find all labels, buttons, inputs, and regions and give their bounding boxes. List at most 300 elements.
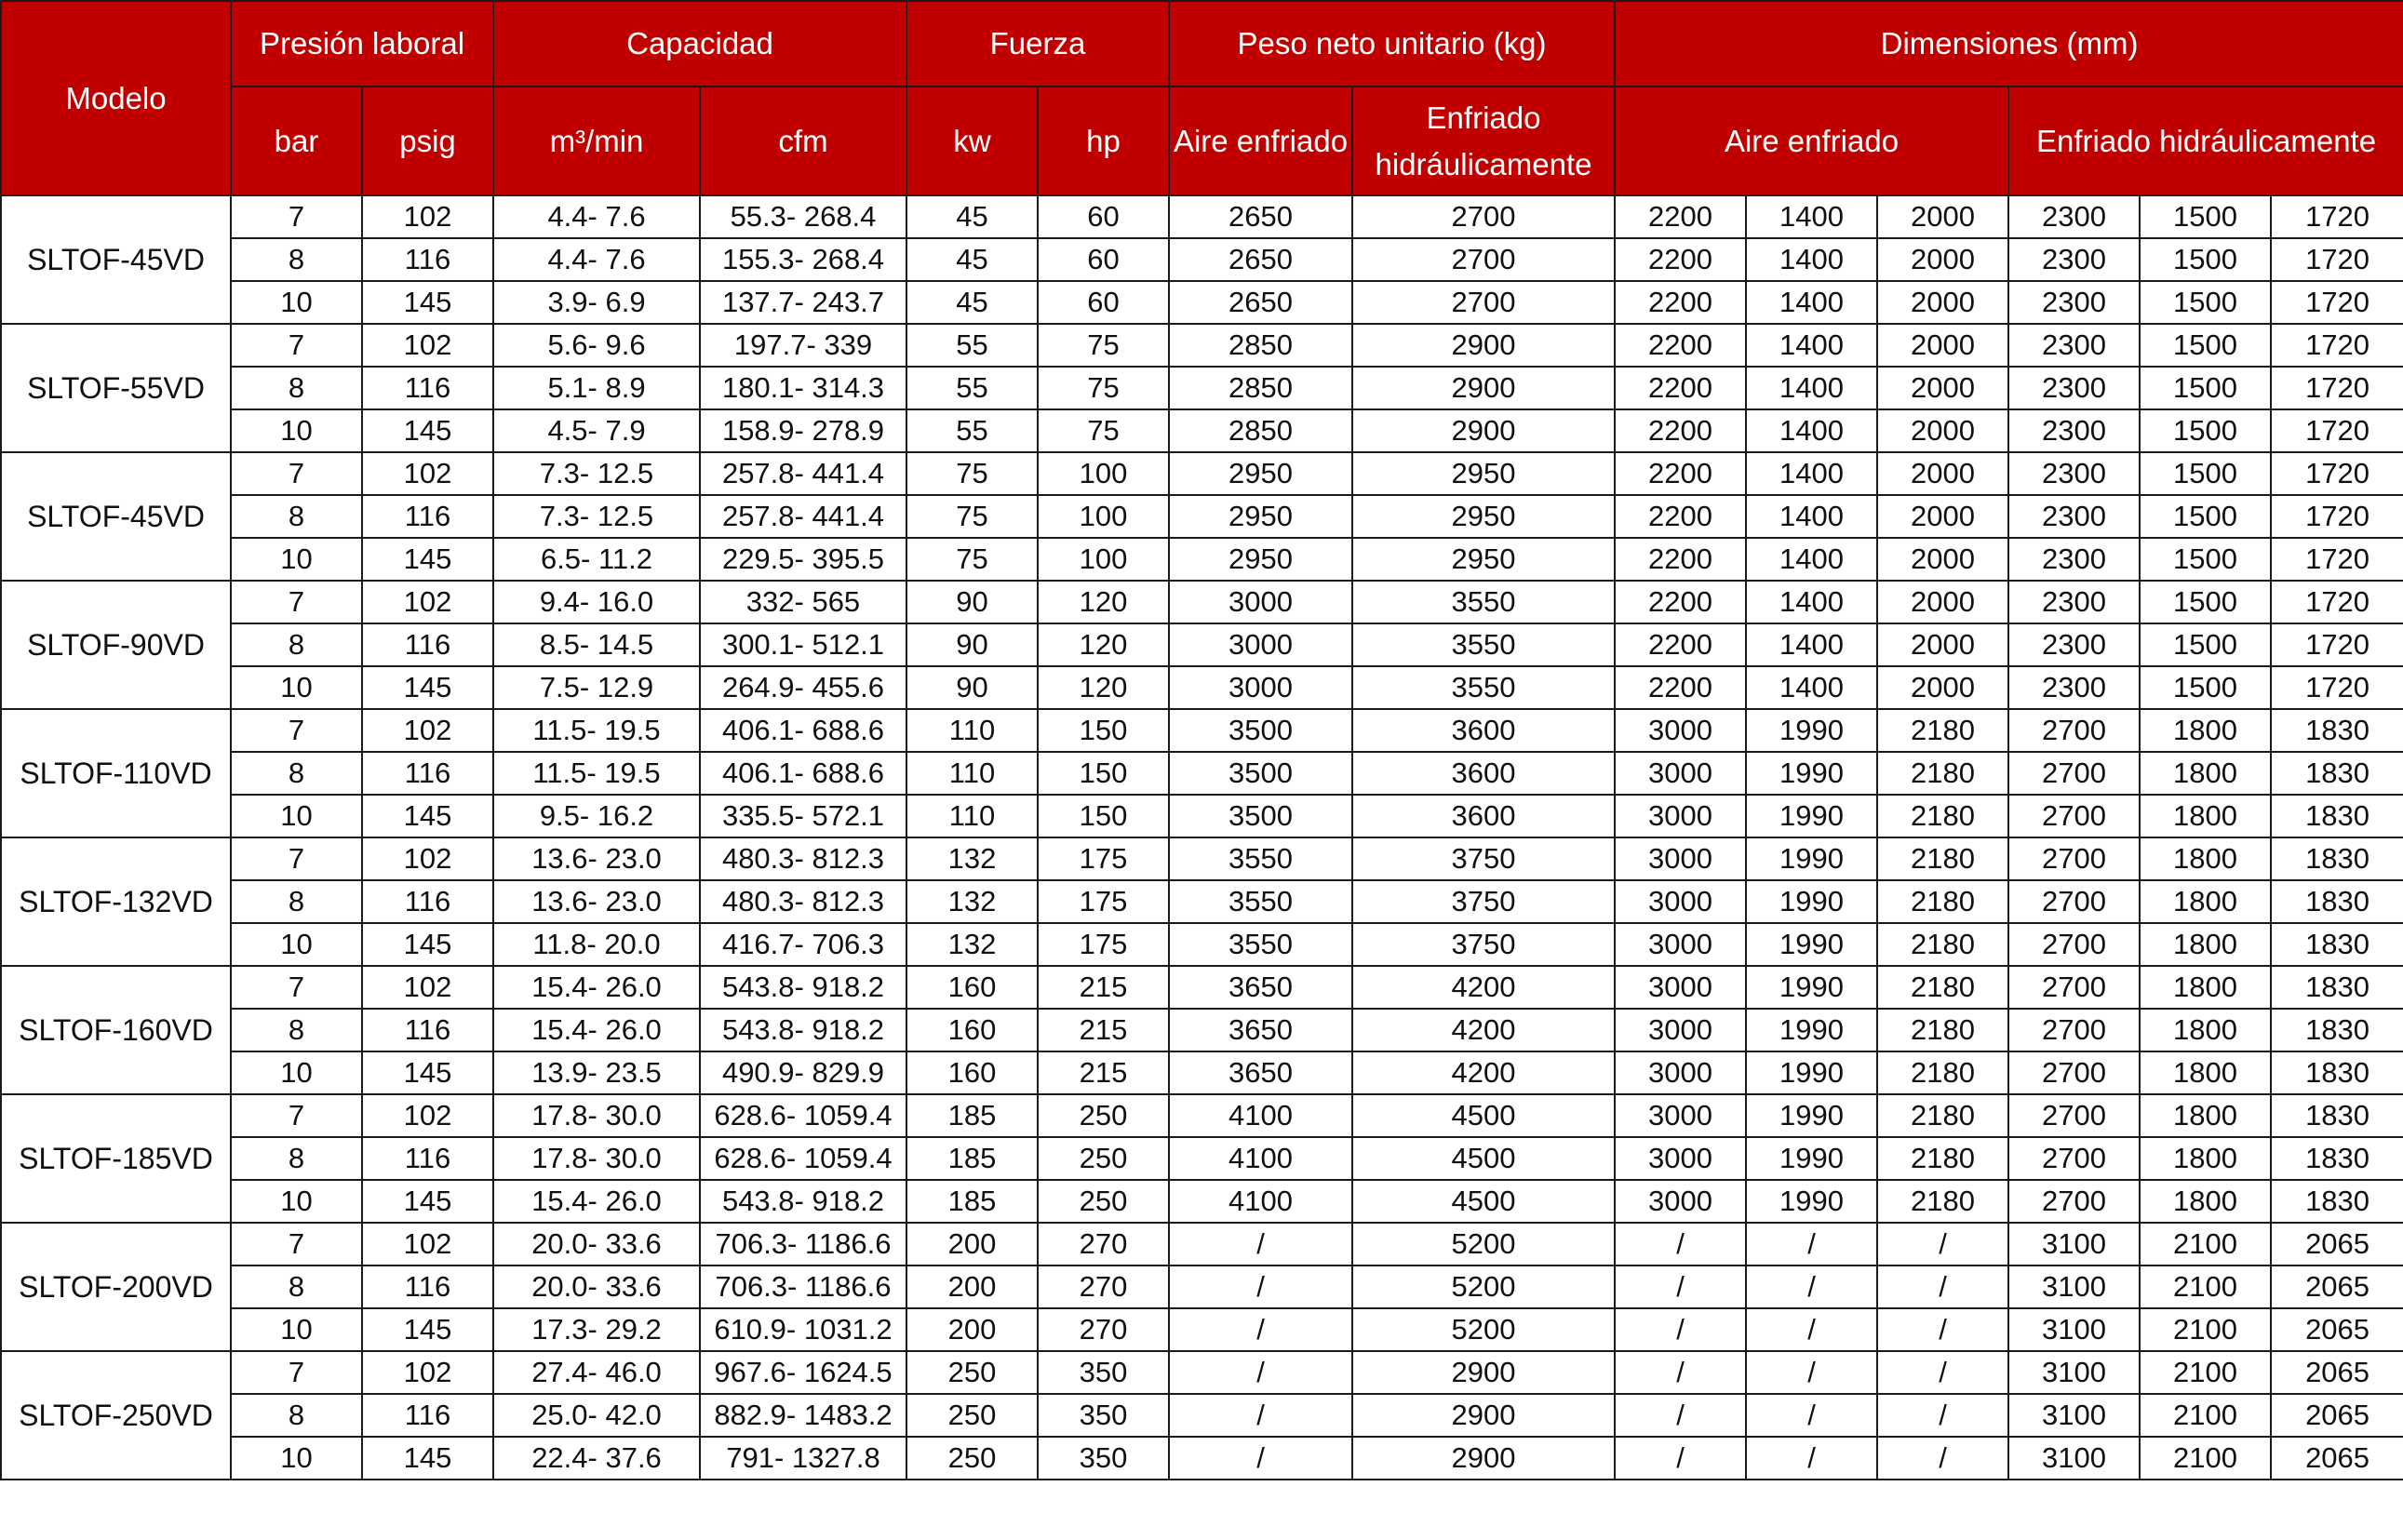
table-cell: 15.4- 26.0 <box>493 1180 700 1223</box>
table-cell: 628.6- 1059.4 <box>700 1137 906 1180</box>
table-cell: 3100 <box>2008 1308 2140 1351</box>
table-row <box>1 1223 2403 1265</box>
table-cell: 4200 <box>1352 1051 1615 1094</box>
table-cell: 116 <box>362 1137 493 1180</box>
table-cell: 4.5- 7.9 <box>493 409 700 452</box>
table-cell: 1990 <box>1746 795 1877 837</box>
table-cell: 406.1- 688.6 <box>700 709 906 752</box>
table-cell: 116 <box>362 623 493 666</box>
table-cell: 2700 <box>2008 1009 2140 1051</box>
header-modelo: Modelo <box>1 1 231 195</box>
table-cell: / <box>1877 1223 2008 1265</box>
table-cell: / <box>1615 1437 1746 1480</box>
table-cell: 215 <box>1038 1051 1169 1094</box>
header-dim-enfriado-hidraulicamente: Enfriado hidráulicamente <box>2008 87 2403 195</box>
table-cell: 10 <box>231 666 362 709</box>
table-cell: 10 <box>231 1437 362 1480</box>
table-cell: 1720 <box>2271 666 2403 709</box>
table-cell: 2700 <box>2008 966 2140 1009</box>
table-cell: 2300 <box>2008 324 2140 367</box>
table-cell: 120 <box>1038 623 1169 666</box>
table-cell: 250 <box>1038 1094 1169 1137</box>
table-cell: 45 <box>906 195 1038 238</box>
header-dim-aire-enfriado: Aire enfriado <box>1615 87 2008 195</box>
table-cell: 25.0- 42.0 <box>493 1394 700 1437</box>
table-row <box>1 1051 2403 1094</box>
table-cell: 480.3- 812.3 <box>700 880 906 923</box>
table-row <box>1 1094 2403 1137</box>
table-cell: 1800 <box>2140 1180 2271 1223</box>
table-cell: 8 <box>231 752 362 795</box>
table-cell: 270 <box>1038 1308 1169 1351</box>
table-cell: 7 <box>231 452 362 495</box>
table-cell: 8 <box>231 367 362 409</box>
header-cfm: cfm <box>700 87 906 195</box>
table-cell: 2100 <box>2140 1351 2271 1394</box>
table-cell: 350 <box>1038 1437 1169 1480</box>
table-cell: 7.3- 12.5 <box>493 495 700 538</box>
table-cell: 2900 <box>1352 1351 1615 1394</box>
table-cell: 200 <box>906 1223 1038 1265</box>
table-cell: 2300 <box>2008 581 2140 623</box>
table-cell: 3000 <box>1615 1094 1746 1137</box>
table-cell: 791- 1327.8 <box>700 1437 906 1480</box>
table-cell: 150 <box>1038 709 1169 752</box>
table-cell: 45 <box>906 281 1038 324</box>
table-cell: 102 <box>362 837 493 880</box>
table-cell: 1990 <box>1746 923 1877 966</box>
table-cell: 2700 <box>2008 837 2140 880</box>
table-cell: 1990 <box>1746 966 1877 1009</box>
table-cell: 1800 <box>2140 1137 2271 1180</box>
table-cell: 2300 <box>2008 195 2140 238</box>
table-cell: / <box>1615 1265 1746 1308</box>
table-cell: 2850 <box>1169 409 1352 452</box>
table-cell: 257.8- 441.4 <box>700 452 906 495</box>
table-cell: 17.8- 30.0 <box>493 1094 700 1137</box>
table-cell: 8 <box>231 238 362 281</box>
table-row <box>1 367 2403 409</box>
table-cell: 75 <box>906 452 1038 495</box>
header-bar: bar <box>231 87 362 195</box>
table-cell: 229.5- 395.5 <box>700 538 906 581</box>
table-cell: 2300 <box>2008 538 2140 581</box>
table-cell: 2180 <box>1877 1009 2008 1051</box>
table-cell: 75 <box>906 538 1038 581</box>
table-cell: 3000 <box>1615 1137 1746 1180</box>
table-cell: 1500 <box>2140 195 2271 238</box>
table-cell: 257.8- 441.4 <box>700 495 906 538</box>
model-name-cell: SLTOF-110VD <box>1 709 231 837</box>
table-cell: 4100 <box>1169 1094 1352 1137</box>
table-cell: 45 <box>906 238 1038 281</box>
table-row <box>1 1394 2403 1437</box>
table-cell: 8 <box>231 1009 362 1051</box>
table-cell: 116 <box>362 238 493 281</box>
table-cell: 1990 <box>1746 1180 1877 1223</box>
table-cell: 2300 <box>2008 495 2140 538</box>
table-cell: 3000 <box>1615 752 1746 795</box>
table-cell: / <box>1615 1394 1746 1437</box>
table-cell: 1720 <box>2271 409 2403 452</box>
table-cell: 2700 <box>2008 923 2140 966</box>
table-cell: 1400 <box>1746 623 1877 666</box>
table-cell: 150 <box>1038 795 1169 837</box>
table-cell: 543.8- 918.2 <box>700 966 906 1009</box>
header-capacidad: Capacidad <box>493 1 906 87</box>
table-cell: 200 <box>906 1265 1038 1308</box>
table-cell: 1800 <box>2140 795 2271 837</box>
table-cell: 7 <box>231 195 362 238</box>
table-cell: 335.5- 572.1 <box>700 795 906 837</box>
table-cell: 3600 <box>1352 752 1615 795</box>
table-cell: 2100 <box>2140 1437 2271 1480</box>
table-cell: 2650 <box>1169 195 1352 238</box>
table-cell: 120 <box>1038 581 1169 623</box>
table-cell: 7 <box>231 1351 362 1394</box>
table-cell: 350 <box>1038 1394 1169 1437</box>
table-cell: 4.4- 7.6 <box>493 238 700 281</box>
model-name-cell: SLTOF-55VD <box>1 324 231 452</box>
table-cell: 8 <box>231 1265 362 1308</box>
table-cell: 1720 <box>2271 324 2403 367</box>
table-cell: / <box>1615 1223 1746 1265</box>
table-header <box>1 1 2403 195</box>
table-cell: 1500 <box>2140 538 2271 581</box>
table-cell: 2900 <box>1352 1437 1615 1480</box>
table-cell: 490.9- 829.9 <box>700 1051 906 1094</box>
table-cell: 55 <box>906 409 1038 452</box>
model-name-cell: SLTOF-185VD <box>1 1094 231 1223</box>
table-cell: 3550 <box>1169 880 1352 923</box>
table-cell: 3650 <box>1169 1051 1352 1094</box>
table-cell: 145 <box>362 1180 493 1223</box>
table-row <box>1 795 2403 837</box>
table-cell: 1800 <box>2140 923 2271 966</box>
table-cell: 2000 <box>1877 324 2008 367</box>
table-cell: 2300 <box>2008 623 2140 666</box>
table-cell: 4500 <box>1352 1180 1615 1223</box>
table-cell: 8 <box>231 880 362 923</box>
model-name-cell: SLTOF-250VD <box>1 1351 231 1480</box>
table-cell: 706.3- 1186.6 <box>700 1223 906 1265</box>
table-cell: 2700 <box>2008 709 2140 752</box>
table-cell: 2200 <box>1615 666 1746 709</box>
table-cell: 967.6- 1624.5 <box>700 1351 906 1394</box>
table-cell: 55 <box>906 324 1038 367</box>
table-cell: 3000 <box>1615 1180 1746 1223</box>
table-cell: 610.9- 1031.2 <box>700 1308 906 1351</box>
table-cell: 250 <box>906 1394 1038 1437</box>
table-cell: 2200 <box>1615 367 1746 409</box>
table-cell: 7 <box>231 1094 362 1137</box>
table-cell: 2000 <box>1877 281 2008 324</box>
table-cell: 1720 <box>2271 538 2403 581</box>
table-cell: 1400 <box>1746 538 1877 581</box>
table-cell: 2200 <box>1615 409 1746 452</box>
table-cell: / <box>1169 1223 1352 1265</box>
table-cell: 175 <box>1038 923 1169 966</box>
table-cell: 2850 <box>1169 324 1352 367</box>
table-cell: 2000 <box>1877 581 2008 623</box>
model-name-cell: SLTOF-200VD <box>1 1223 231 1351</box>
table-cell: / <box>1615 1308 1746 1351</box>
table-row <box>1 966 2403 1009</box>
table-row <box>1 195 2403 238</box>
table-cell: 90 <box>906 666 1038 709</box>
model-name-cell: SLTOF-90VD <box>1 581 231 709</box>
table-row <box>1 623 2403 666</box>
table-cell: 137.7- 243.7 <box>700 281 906 324</box>
table-cell: 2300 <box>2008 367 2140 409</box>
table-cell: 116 <box>362 495 493 538</box>
header-peso-aire-enfriado: Aire enfriado <box>1169 87 1352 195</box>
table-cell: 2100 <box>2140 1308 2271 1351</box>
table-cell: 2000 <box>1877 538 2008 581</box>
table-cell: 3550 <box>1169 837 1352 880</box>
table-cell: 145 <box>362 1308 493 1351</box>
table-cell: 250 <box>1038 1180 1169 1223</box>
table-cell: 1720 <box>2271 238 2403 281</box>
header-dimensiones: Dimensiones (mm) <box>1615 1 2403 87</box>
table-cell: 3550 <box>1169 923 1352 966</box>
table-cell: 2300 <box>2008 666 2140 709</box>
table-cell: 2065 <box>2271 1223 2403 1265</box>
table-cell: 2700 <box>2008 1180 2140 1223</box>
table-cell: 10 <box>231 1180 362 1223</box>
table-cell: 8 <box>231 1137 362 1180</box>
table-cell: 175 <box>1038 880 1169 923</box>
table-cell: 2850 <box>1169 367 1352 409</box>
table-cell: 9.5- 16.2 <box>493 795 700 837</box>
table-cell: 3000 <box>1169 581 1352 623</box>
table-cell: 2200 <box>1615 495 1746 538</box>
table-cell: 3600 <box>1352 795 1615 837</box>
table-cell: / <box>1877 1265 2008 1308</box>
table-cell: 300.1- 512.1 <box>700 623 906 666</box>
table-cell: 4500 <box>1352 1137 1615 1180</box>
table-cell: 13.9- 23.5 <box>493 1051 700 1094</box>
table-row <box>1 837 2403 880</box>
table-cell: 102 <box>362 195 493 238</box>
table-cell: 13.6- 23.0 <box>493 837 700 880</box>
table-cell: 75 <box>1038 367 1169 409</box>
table-cell: 132 <box>906 880 1038 923</box>
table-cell: 250 <box>906 1437 1038 1480</box>
table-cell: 11.5- 19.5 <box>493 752 700 795</box>
table-cell: 3550 <box>1352 623 1615 666</box>
table-cell: 2900 <box>1352 324 1615 367</box>
table-cell: 2950 <box>1352 495 1615 538</box>
table-cell: 145 <box>362 409 493 452</box>
table-cell: 2180 <box>1877 1137 2008 1180</box>
table-cell: 3600 <box>1352 709 1615 752</box>
table-cell: 1830 <box>2271 880 2403 923</box>
table-cell: 5200 <box>1352 1308 1615 1351</box>
table-cell: 1830 <box>2271 795 2403 837</box>
table-cell: 1800 <box>2140 880 2271 923</box>
table-row <box>1 1009 2403 1051</box>
table-cell: 185 <box>906 1137 1038 1180</box>
table-cell: 5200 <box>1352 1265 1615 1308</box>
table-cell: 10 <box>231 1051 362 1094</box>
table-cell: 1990 <box>1746 752 1877 795</box>
table-cell: 2065 <box>2271 1437 2403 1480</box>
table-cell: 2200 <box>1615 195 1746 238</box>
table-cell: 10 <box>231 281 362 324</box>
table-cell: 7 <box>231 1223 362 1265</box>
table-cell: 1500 <box>2140 581 2271 623</box>
table-cell: 60 <box>1038 195 1169 238</box>
table-cell: 1500 <box>2140 495 2271 538</box>
table-row <box>1 495 2403 538</box>
table-cell: 1400 <box>1746 324 1877 367</box>
table-row <box>1 752 2403 795</box>
table-cell: 2200 <box>1615 324 1746 367</box>
table-cell: 5.1- 8.9 <box>493 367 700 409</box>
table-cell: 75 <box>1038 409 1169 452</box>
table-cell: 1990 <box>1746 709 1877 752</box>
table-cell: / <box>1169 1394 1352 1437</box>
table-row <box>1 581 2403 623</box>
table-cell: 3000 <box>1169 623 1352 666</box>
table-cell: 1990 <box>1746 1009 1877 1051</box>
table-cell: 1400 <box>1746 581 1877 623</box>
table-cell: 3750 <box>1352 923 1615 966</box>
table-cell: 1800 <box>2140 1094 2271 1137</box>
table-cell: 1400 <box>1746 452 1877 495</box>
table-cell: 2950 <box>1352 452 1615 495</box>
table-cell: 2180 <box>1877 966 2008 1009</box>
table-cell: 120 <box>1038 666 1169 709</box>
table-cell: 2700 <box>2008 1137 2140 1180</box>
table-cell: 2000 <box>1877 367 2008 409</box>
table-cell: 3750 <box>1352 880 1615 923</box>
table-cell: 5.6- 9.6 <box>493 324 700 367</box>
header-peso-neto: Peso neto unitario (kg) <box>1169 1 1615 87</box>
table-cell: 155.3- 268.4 <box>700 238 906 281</box>
table-cell: 2300 <box>2008 281 2140 324</box>
table-cell: 75 <box>906 495 1038 538</box>
table-cell: 8 <box>231 623 362 666</box>
table-cell: / <box>1615 1351 1746 1394</box>
table-cell: 2000 <box>1877 623 2008 666</box>
table-cell: 1400 <box>1746 409 1877 452</box>
table-cell: 2200 <box>1615 623 1746 666</box>
table-row <box>1 409 2403 452</box>
table-cell: 110 <box>906 752 1038 795</box>
table-cell: 5200 <box>1352 1223 1615 1265</box>
table-cell: 8 <box>231 1394 362 1437</box>
table-cell: 10 <box>231 409 362 452</box>
table-cell: 11.5- 19.5 <box>493 709 700 752</box>
table-cell: 2180 <box>1877 923 2008 966</box>
table-cell: 7 <box>231 837 362 880</box>
table-cell: 20.0- 33.6 <box>493 1223 700 1265</box>
table-cell: 100 <box>1038 538 1169 581</box>
table-cell: 1720 <box>2271 623 2403 666</box>
table-row <box>1 538 2403 581</box>
table-cell: 175 <box>1038 837 1169 880</box>
table-cell: 13.6- 23.0 <box>493 880 700 923</box>
table-cell: 543.8- 918.2 <box>700 1009 906 1051</box>
table-cell: 1990 <box>1746 880 1877 923</box>
table-cell: 3550 <box>1352 581 1615 623</box>
table-row <box>1 1351 2403 1394</box>
table-cell: 7 <box>231 966 362 1009</box>
table-cell: 102 <box>362 324 493 367</box>
table-cell: 116 <box>362 752 493 795</box>
table-cell: 110 <box>906 795 1038 837</box>
table-cell: 270 <box>1038 1265 1169 1308</box>
table-cell: 2900 <box>1352 409 1615 452</box>
table-cell: 882.9- 1483.2 <box>700 1394 906 1437</box>
table-cell: 215 <box>1038 966 1169 1009</box>
table-cell: 2100 <box>2140 1223 2271 1265</box>
table-cell: 1500 <box>2140 238 2271 281</box>
table-cell: 116 <box>362 1265 493 1308</box>
table-cell: 27.4- 46.0 <box>493 1351 700 1394</box>
table-cell: 150 <box>1038 752 1169 795</box>
table-row <box>1 1437 2403 1480</box>
table-cell: 3650 <box>1169 966 1352 1009</box>
table-cell: 1800 <box>2140 709 2271 752</box>
table-cell: 1990 <box>1746 837 1877 880</box>
table-cell: / <box>1169 1265 1352 1308</box>
table-cell: 116 <box>362 1394 493 1437</box>
table-cell: 3000 <box>1615 795 1746 837</box>
table-row <box>1 880 2403 923</box>
table-cell: 2180 <box>1877 795 2008 837</box>
table-cell: 2700 <box>2008 880 2140 923</box>
table-cell: / <box>1169 1437 1352 1480</box>
table-cell: 3000 <box>1615 923 1746 966</box>
table-cell: 145 <box>362 1437 493 1480</box>
table-cell: 9.4- 16.0 <box>493 581 700 623</box>
table-cell: 160 <box>906 1051 1038 1094</box>
table-row <box>1 1180 2403 1223</box>
table-cell: 2180 <box>1877 1051 2008 1094</box>
table-row <box>1 281 2403 324</box>
table-cell: 22.4- 37.6 <box>493 1437 700 1480</box>
table-cell: 4200 <box>1352 1009 1615 1051</box>
table-cell: 2100 <box>2140 1394 2271 1437</box>
table-cell: 1500 <box>2140 666 2271 709</box>
table-cell: 90 <box>906 581 1038 623</box>
table-cell: 110 <box>906 709 1038 752</box>
table-cell: 350 <box>1038 1351 1169 1394</box>
table-cell: 1800 <box>2140 1051 2271 1094</box>
table-cell: 1400 <box>1746 495 1877 538</box>
table-cell: 1830 <box>2271 966 2403 1009</box>
table-cell: 250 <box>906 1351 1038 1394</box>
table-cell: 145 <box>362 666 493 709</box>
table-cell: / <box>1746 1265 1877 1308</box>
table-cell: 1830 <box>2271 1137 2403 1180</box>
table-cell: 200 <box>906 1308 1038 1351</box>
table-cell: 1500 <box>2140 367 2271 409</box>
table-cell: 116 <box>362 1009 493 1051</box>
table-cell: 90 <box>906 623 1038 666</box>
table-cell: 270 <box>1038 1223 1169 1265</box>
table-cell: 3500 <box>1169 795 1352 837</box>
table-cell: 102 <box>362 581 493 623</box>
table-cell: / <box>1169 1351 1352 1394</box>
table-row <box>1 1308 2403 1351</box>
table-cell: 1400 <box>1746 238 1877 281</box>
table-cell: 2200 <box>1615 581 1746 623</box>
table-row <box>1 1265 2403 1308</box>
